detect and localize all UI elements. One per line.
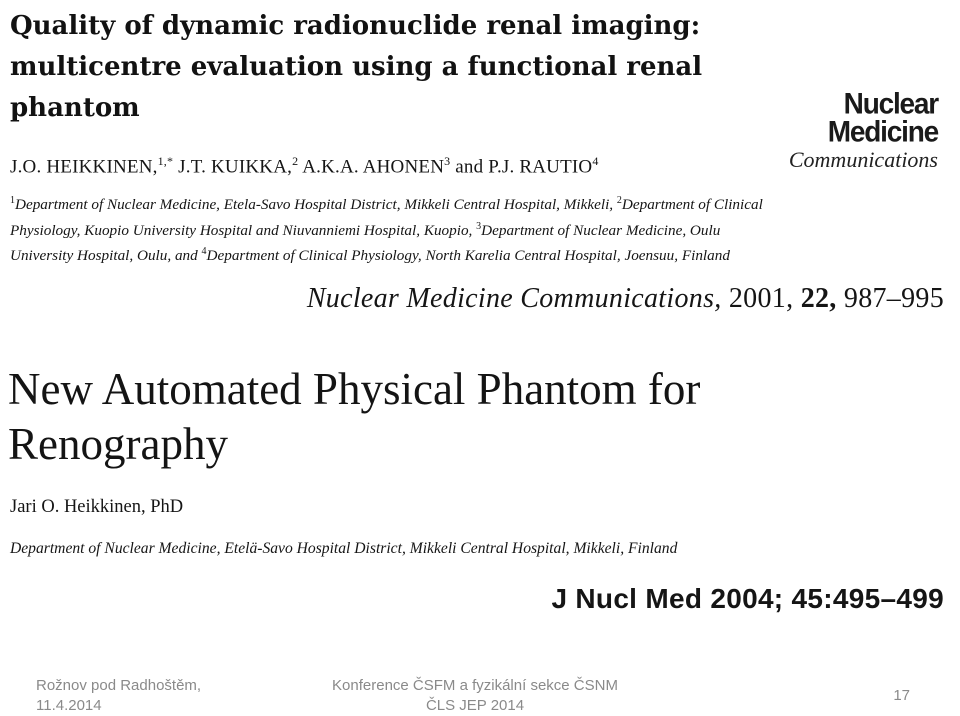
journal-logo (738, 87, 938, 172)
footer-date: 11.4.2014 (36, 697, 102, 714)
article1-affiliations (10, 190, 770, 267)
logo-line-medicine: Medicine (827, 115, 938, 148)
affiliation-sup: 2 (616, 195, 622, 206)
affiliation-text: Department of Nuclear Medicine, Etela-Savo Hospital District, Mikkeli Central Hospital, Mikkeli, (15, 196, 617, 214)
author-sup: 1,* (157, 154, 174, 168)
footer-conference-line1: Konference ČSFM a fyzikální sekce ČSNM (332, 677, 618, 694)
logo-line-communications: Communications (788, 147, 938, 172)
author-name: A.K.A. AHONEN (302, 156, 445, 178)
article2-affiliation: Department of Nuclear Medicine, Etelä-Savo Hospital District, Mikkeli Central Hospital, Mikkeli, Finland (10, 540, 678, 557)
citation-volume: 22, (800, 283, 837, 314)
author-sup: 3 (444, 154, 451, 168)
article2-title: New Automated Physical Phantom for Renography (8, 364, 701, 469)
article1-authors (10, 154, 740, 178)
author-name: and P.J. RAUTIO (455, 156, 593, 178)
affiliation-text: Department of Nuclear Medicine, Oulu University Hospital, Oulu, and (10, 221, 721, 265)
article1-citation (307, 283, 944, 315)
author-name: J.O. HEIKKINEN, (10, 156, 158, 178)
article1-title: Quality of dynamic radionuclide renal imaging: multicentre evaluation using a functional renal phantom (10, 11, 703, 123)
logo-line-nuclear: Nuclear (843, 87, 938, 120)
citation-journal: Nuclear Medicine Communications, (306, 283, 722, 314)
citation-year: 2001, (721, 283, 801, 314)
footer-conference-line2: ČLS JEP 2014 (425, 697, 525, 714)
affiliation-sup: 1 (10, 195, 15, 206)
footer-location (36, 676, 201, 716)
footer-location-line1: Rožnov pod Radhoštěm, (36, 677, 202, 694)
slide-page-number: 17 (893, 687, 910, 704)
citation-pages: 987–995 (836, 283, 944, 314)
author-name: J.T. KUIKKA, (178, 156, 293, 178)
affiliation-text: Department of Clinical Physiology, Kuopio University Hospital and Niuvanniemi Hospital, Kuopio, (10, 196, 763, 239)
author-sup: 4 (592, 154, 599, 168)
author-sup: 2 (292, 154, 299, 168)
footer-conference (330, 676, 620, 716)
affiliation-sup: 3 (476, 220, 482, 232)
article2-citation: J Nucl Med 2004; 45:495–499 (551, 583, 944, 614)
affiliation-text: Department of Clinical Physiology, North Karelia Central Hospital, Joensuu, Finland (206, 247, 730, 265)
article2-author: Jari O. Heikkinen, PhD (10, 497, 184, 517)
affiliation-sup: 4 (201, 246, 207, 258)
